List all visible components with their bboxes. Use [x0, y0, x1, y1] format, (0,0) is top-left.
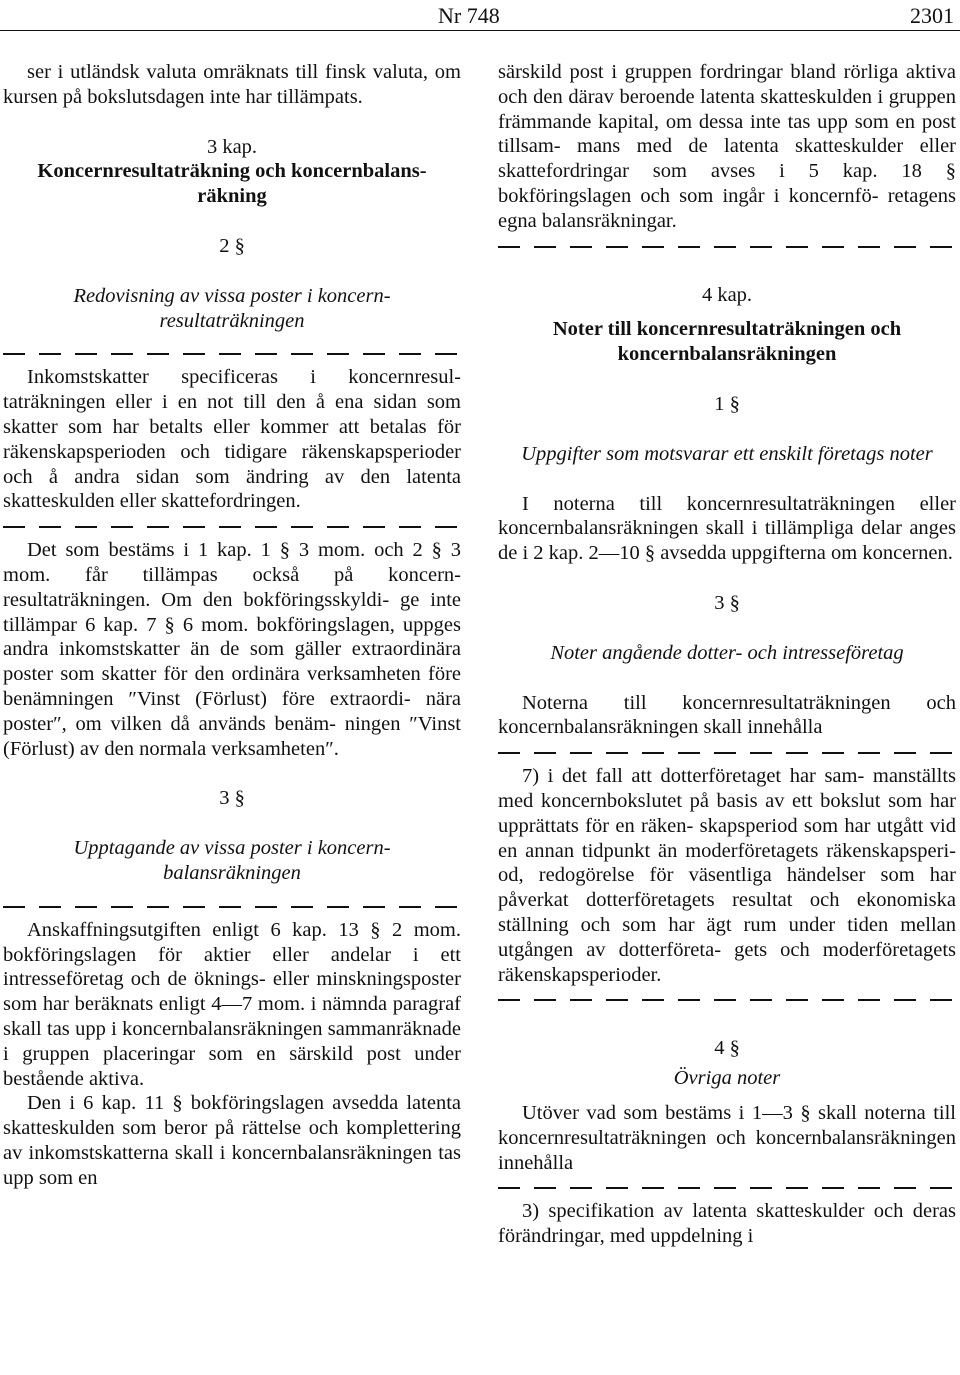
omission-dashes: [3, 347, 461, 360]
paragraph: ser i utländsk valuta omräknats till finsk valuta, om kursen på bokslutsdagen inte har tillämpats.: [3, 61, 461, 108]
omission-dashes: [3, 520, 461, 533]
omission-dashes: [498, 1181, 956, 1194]
paragraph: Inkomstskatter specificeras i koncernresul- taträkningen eller i en not till den å ena sidan som skatter som har betalts eller kommer att betalas för räkenskapsperioden och tidigare räkenskapsperioder och å andra sidan som ändring av den latenta skatteskulden eller skattefordringen.: [3, 366, 461, 513]
paragraph: Det som bestäms i 1 kap. 1 § 3 mom. och 2 § 3 mom. får tillämpas också på koncern- resultaträkningen. Om den bokföringsskyldi- ge inte tillämpar 6 kap. 7 § 6 mom. bokföringslagen, uppges andra inkomstskatter än de som gäller extraordinära poster som skatter för den ordinära verksamheten före benämningen ″Vinst (Förlust) före extraordi- nära poster″, om vilken då används benäm- ningen ″Vinst (Förlust) av den normala verksamheten″.: [3, 539, 461, 760]
section-title: Upptagande av vissa poster i koncern- balansräkningen: [73, 837, 391, 884]
section-number: 1 §: [714, 392, 740, 415]
issue-number: Nr 748: [438, 3, 500, 28]
paragraph: särskild post i gruppen fordringar bland rörliga aktiva och den därav beroende latenta skatteskulden i gruppen främmande kapital, om dessa inte tas upp som en post tillsam- mans med de latenta skatteskulder eller skattefordringar som avses i 5 kap. 18 § bokföringslagen och som ingår i koncernfö- retagens egna balansräkningar.: [498, 61, 956, 232]
chapter-title: Noter till koncernresultaträkningen och koncernbalansräkningen: [552, 318, 902, 366]
paragraph: Anskaffningsutgiften enligt 6 kap. 13 § 2 mom. bokföringslagen för aktier eller andelar i ett intresseföretag och de öknings- eller minskningsposter som har beräknats enligt 4—7 mom. i nämnda paragraf skall tas upp i koncernbalansräkningen sammanräknade i gruppen placeringar som en särskild post under bestående aktiva.: [3, 918, 461, 1090]
page-number: 2301: [910, 3, 954, 28]
page-header: [0, 2, 960, 31]
omission-dashes: [498, 746, 956, 759]
section-title: Övriga noter: [673, 1067, 781, 1090]
omission-dashes: [498, 240, 956, 253]
section-title: Uppgifter som motsvarar ett enskilt företags noter: [521, 442, 933, 465]
omission-dashes: [498, 993, 956, 1006]
paragraph: Den i 6 kap. 11 § bokföringslagen avsedda latenta skatteskulden som beror på rättelse och komplettering av inkomstskatterna skall i koncernbalansräkningen tas upp som en: [3, 1092, 461, 1189]
left-column: [3, 60, 461, 1190]
section-title: Noter angående dotter- och intresseföretag: [550, 641, 904, 664]
right-column: [498, 60, 956, 1249]
paragraph: 3) specifikation av latenta skatteskulder och deras förändringar, med uppdelning i: [498, 1200, 956, 1248]
section-number: 3 §: [714, 591, 740, 614]
paragraph: I noterna till koncernresultaträkningen eller koncernbalansräkningen skall i tillämpliga delar anges de i 2 kap. 2—10 § avsedda uppgifterna om koncernen.: [498, 492, 956, 565]
chapter-heading: 3 kap.: [206, 135, 258, 158]
section-number: 3 §: [219, 787, 245, 810]
section-number: 2 §: [219, 234, 245, 257]
paragraph: 7) i det fall att dotterföretaget har sam- manställts med koncernbokslutet på basis av ett bokslut som har upprättats för en räken- skapsperiod som har utgått vid en annan tidpunkt än moderföretagets räkenskapsperi- od, redogörelse för väsentliga händelser som har påverkat dotterföretagets resultat och ekonomiska ställning och som har ägt rum under tiden mellan utgången av dotterföreta- gets och moderföretagets räkenskapsperioder.: [498, 765, 956, 986]
chapter-title: Koncernresultaträkning och koncernbalans- räkning: [37, 160, 427, 208]
section-title: Redovisning av vissa poster i koncern- resultaträkningen: [73, 284, 391, 332]
omission-dashes: [3, 900, 461, 913]
paragraph: Utöver vad som bestäms i 1—3 § skall noterna till koncernresultaträkningen och koncernbalansräkningen innehålla: [498, 1101, 956, 1174]
paragraph: Noterna till koncernresultaträkningen och koncernbalansräkningen skall innehålla: [498, 691, 956, 739]
section-number: 4 §: [714, 1037, 740, 1060]
chapter-heading: 4 kap.: [701, 283, 753, 306]
